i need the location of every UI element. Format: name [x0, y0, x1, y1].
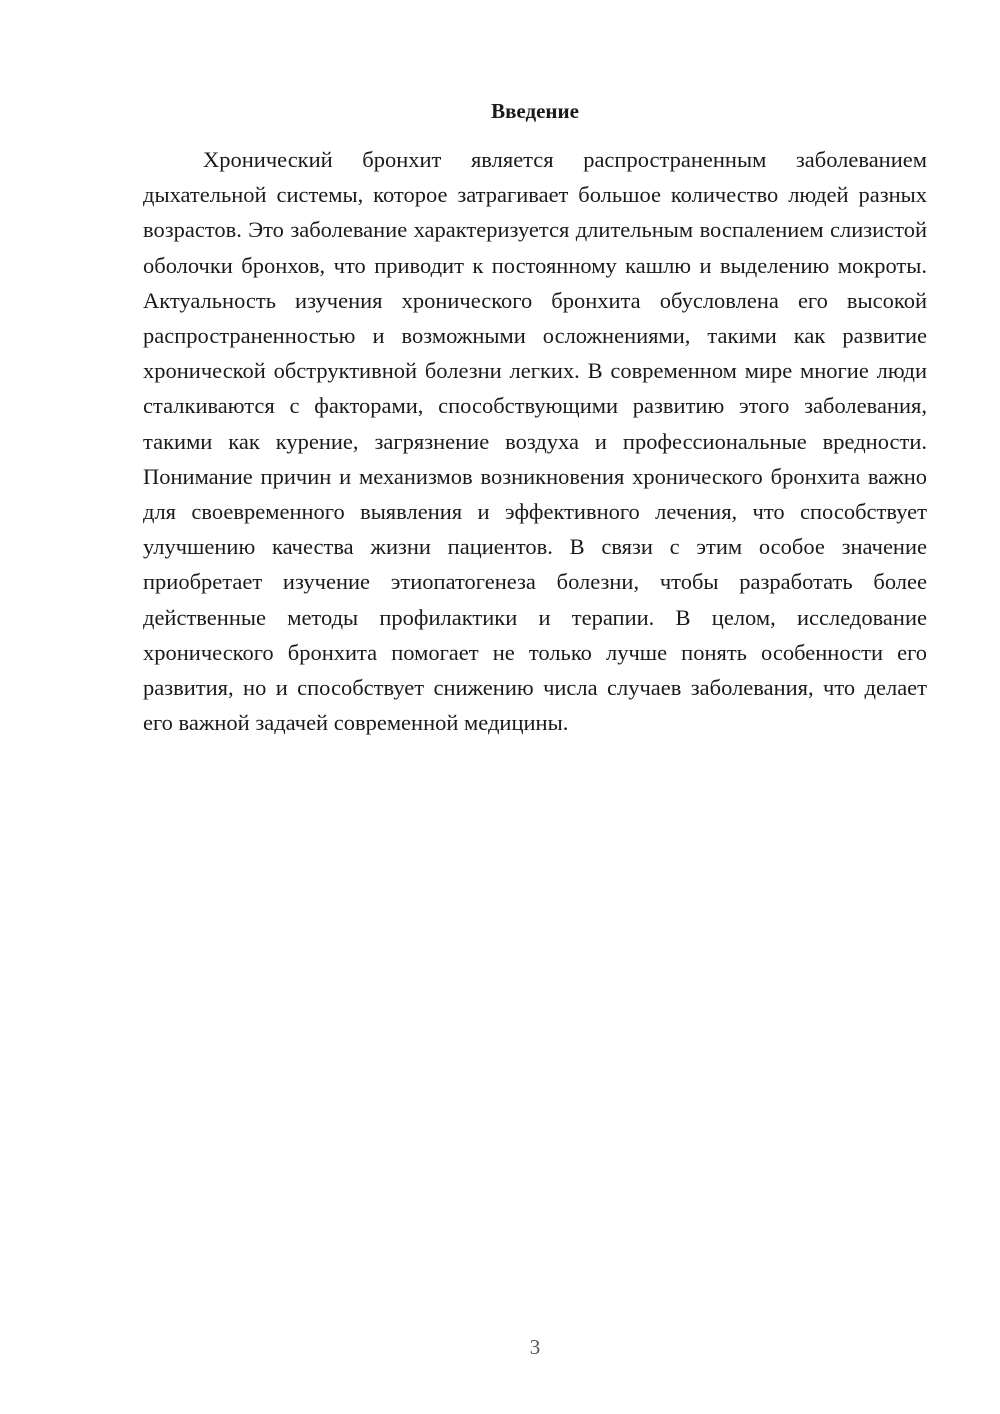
- page-title: Введение: [491, 99, 579, 123]
- page-number: 3: [529, 1335, 541, 1359]
- body-paragraph: Хронический бронхит является распространенным заболеванием дыхательной системы, которое затрагивает большое количество людей разных возрастов. Это заболевание характеризуется длительным воспалением слизистой оболочки бронхов, что приводит к постоянному кашлю и выделению мокроты. Актуальность изучения хронического бронхита обусловлена его высокой распространенностью и возможными осложнениями, такими как развитие хронической обструктивной болезни легких. В современном мире многие люди сталкиваются с факторами, способствующими развитию этого заболевания, такими как курение, загрязнение воздуха и профессиональные вредности. Понимание причин и механизмов возникновения хронического бронхита важно для своевременного выявления и эффективного лечения, что способствует улучшению качества жизни пациентов. В связи с этим особое значение приобретает изучение этиопатогенеза болезни, чтобы разработать более действенные методы профилактики и терапии. В целом, исследование хронического бронхита помогает не только лучше понять особенности его развития, но и способствует снижению числа случаев заболевания, что делает его важной задачей современной медицины.: [143, 147, 927, 736]
